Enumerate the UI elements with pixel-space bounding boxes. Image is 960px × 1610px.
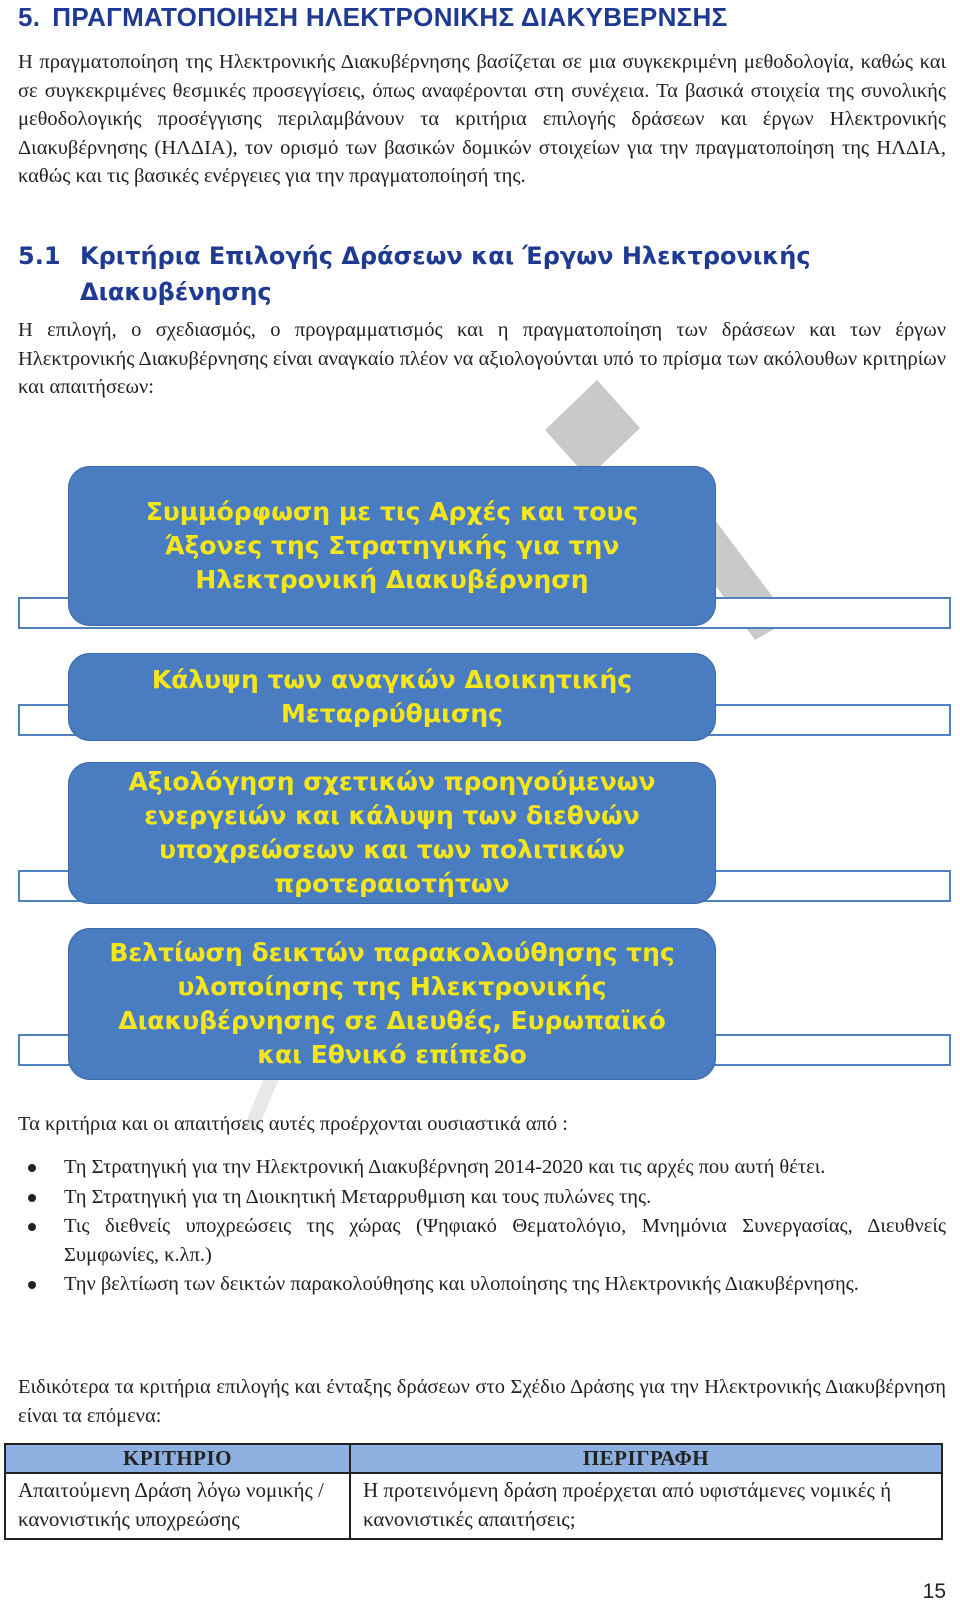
list-item: [18, 1212, 946, 1269]
section-heading: [18, 2, 948, 33]
bullet-icon: [28, 1281, 36, 1289]
list-item-text: Τη Στρατηγική για την Ηλεκτρονική Διακυβέρνηση 2014-2020 και τις αρχές που αυτή θέτει.: [64, 1156, 826, 1178]
criterion-box: Αξιολόγηση σχετικών προηγούμενων ενεργειών και κάλυψη των διεθνών υποχρεώσεων και των πολιτικών προτεραιοτήτων: [68, 762, 716, 904]
column-header: ΚΡΙΤΗΡΙΟ: [5, 1444, 350, 1473]
column-header: ΠΕΡΙΓΡΑΦΗ: [350, 1444, 942, 1473]
list-item: [18, 1183, 946, 1212]
table-row: [5, 1473, 942, 1539]
bullet-icon: [28, 1223, 36, 1231]
page-number: 15: [922, 1580, 946, 1603]
section-number: 5.: [18, 2, 41, 32]
section-intro: Η πραγματοποίηση της Ηλεκτρονικής Διακυβέρνησης βασίζεται σε μια συγκεκριμένη μεθοδολογία, καθώς και σε συγκεκριμένες θεσμικές προσεγγίσεις, όπως αναφέρονται στη συνέχεια. Τα βασικά στοιχεία της συνολικής μεθοδολογικής προσέγγισης περιλαμβάνουν τα κριτήρια επιλογής δράσεων και έργων Ηλεκτρονικής Διακυβέρνησης (ΗΛΔΙΑ), τον ορισμό των βασικών δομικών στοιχείων για την πραγματοποίηση της ΗΛΔΙΑ, καθώς και τις βασικές ενέργειες για την πραγματοποίησή της.: [18, 51, 946, 187]
bullet-icon: [28, 1164, 36, 1172]
sources-lead: Τα κριτήρια και οι απαιτήσεις αυτές προέρχονται ουσιαστικά από :: [18, 1113, 568, 1135]
subsection-heading: [18, 238, 918, 310]
subsection-intro: Η επιλογή, ο σχεδιασμός, ο προγραμματισμός και η πραγματοποίηση των δράσεων και των έργων Ηλεκτρονικής Διακυβέρνησης είναι αναγκαίο πλέον να αξιολογούνται υπό το πρίσμα των ακόλουθων κριτηρίων και απαιτήσεων:: [18, 319, 946, 398]
section-title: ΠΡΑΓΜΑΤΟΠΟΙΗΣΗ ΗΛΕΚΤΡΟΝΙΚΗΣ ΔΙΑΚΥΒΕΡΝΣΗΣ: [52, 2, 728, 32]
criterion-box: Συμμόρφωση με τις Αρχές και τους Άξονες της Στρατηγικής για την Ηλεκτρονική Διακυβέρνηση: [68, 466, 716, 626]
subsection-number: 5.1: [18, 242, 61, 270]
criterion-box: Βελτίωση δεικτών παρακολούθησης της υλοποίησης της Ηλεκτρονικής Διακυβέρνησης σε Διευθές, Ευρωπαϊκό και Εθνικό επίπεδο: [68, 928, 716, 1080]
table-cell: Η προτεινόμενη δράση προέρχεται από υφιστάμενες νομικές ή κανονιστικές απαιτήσεις;: [350, 1473, 942, 1539]
list-item-text: Τη Στρατηγική για τη Διοικητική Μεταρρυθμιση και τους πυλώνες της.: [64, 1185, 652, 1208]
bullet-icon: [28, 1194, 36, 1202]
list-item-text: Τις διεθνείς υποχρεώσεις της χώρας (Ψηφιακό Θεματολόγιο, Μνημόνια Συνεργασίας, Διευθνείς Συμφωνίες, κ.λπ.): [64, 1215, 946, 1266]
table-cell: Απαιτούμενη Δράση λόγω νομικής / κανονιστικής υποχρεώσης: [5, 1473, 350, 1539]
table-header-row: [5, 1444, 942, 1473]
criteria-table: [4, 1443, 943, 1540]
subsection-title: Κριτήρια Επιλογής Δράσεων και Έργων Ηλεκτρονικής Διακυβένησης: [80, 242, 811, 306]
list-item: [18, 1153, 946, 1182]
list-item-text: Την βελτίωση των δεικτών παρακολούθησης και υλοποίησης της Ηλεκτρονικής Διακυβέρνησης.: [64, 1273, 859, 1295]
criteria-lead: Ειδικότερα τα κριτήρια επιλογής και ένταξης δράσεων στο Σχέδιο Δράσης για την Ηλεκτρονικής Διακυβέρνηση είναι τα επόμενα:: [18, 1376, 946, 1427]
list-item: [18, 1270, 946, 1299]
criterion-box: Κάλυψη των αναγκών Διοικητικής Μεταρρύθμισης: [68, 653, 716, 741]
sources-list: [18, 1153, 946, 1300]
